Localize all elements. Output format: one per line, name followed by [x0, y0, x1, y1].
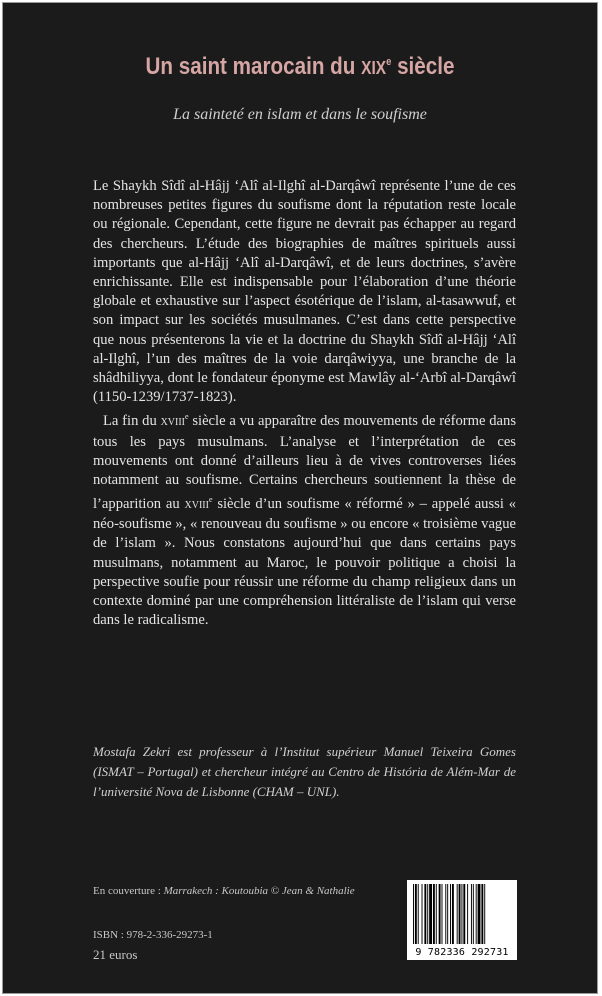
author-description: est professeur à l’Institut supérieur Manuel Teixeira Gomes (ISMAT – Portugal) et chercheur intégré au Centro de História de Além-Mar de l’université Nova de Lisbonne (CHAM – UNL).	[93, 744, 516, 799]
blurb-paragraph-1: Le Shaykh Sîdî al-Hâjj ‘Alî al-Ilghî al-Darqâwî représente l’une de ces nombreuses petites figures du soufisme dont la réputation reste locale ou régionale. Cependant, cette figure ne devrait pas échapper au regard des chercheurs. L’étude des biographies de maîtres spirituels aussi importants que al-Hâjj ‘Alî al-Darqâwî, et de leurs doctrines, s’avère enrichissante. Elle est indispensable pour l’élaboration d’une théorie globale et exhaustive sur l’aspect ésotérique de l’islam, al-tasawwuf, et son impact sur les sociétés musulmanes. C’est dans cette perspective que nous présenterons la vie et la doctrine du Shaykh Sîdî al-Hâjj ‘Alî al-Ilghî, l’un des maîtres de la voie darqâwiyya, une branche de la shâdhiliyya, dont le fondateur éponyme est Mawlây al-‘Arbî al-Darqâwî (1150-1239/1737-1823).	[93, 178, 516, 406]
cover-credit: En couverture : Marrakech : Koutoubia © Jean & Nathalie	[93, 885, 355, 897]
barcode-icon	[407, 880, 517, 960]
book-subtitle: La sainteté en islam et dans le soufisme	[173, 106, 427, 123]
title-century: XIX	[361, 58, 387, 78]
author-name: Mostafa Zekri	[93, 744, 171, 759]
blurb-text	[93, 177, 516, 630]
blurb-paragraph-2: La fin du XVIIIe siècle a vu apparaître des mouvements de réforme dans tous les pays musulmans. L’analyse et l’interprétation de ces mouvements ont donné d’ailleurs lieu à de vives controverses liées notamment au soufisme. Certains chercheurs soutiennent la thèse de l’apparition au XVIIIe siècle d’un soufisme « réformé » – appelé aussi « néo-soufisme », « renouveau du soufisme » ou encore « troisième vague de l’islam ». Nous constatons aujourd’hui que dans certains pays musulmans, notamment au Maroc, le pouvoir politique a choisi la perspective soufie pour réussir une réforme du champ religieux dans un contexte dominé par une compréhension littéraliste de l’islam qui verse dans le radicalisme.	[93, 412, 516, 629]
book-title: Un saint marocain du XIXe siècle	[145, 53, 455, 80]
author-bio	[93, 742, 516, 802]
barcode-bars	[407, 880, 517, 946]
barcode-digits: 9 782336 292731	[415, 947, 509, 958]
isbn-text: ISBN : 978-2-336-29273-1	[93, 929, 213, 941]
title-century-sup: e	[386, 56, 392, 68]
book-back-cover	[2, 2, 598, 994]
price-text: 21 euros	[93, 947, 138, 962]
